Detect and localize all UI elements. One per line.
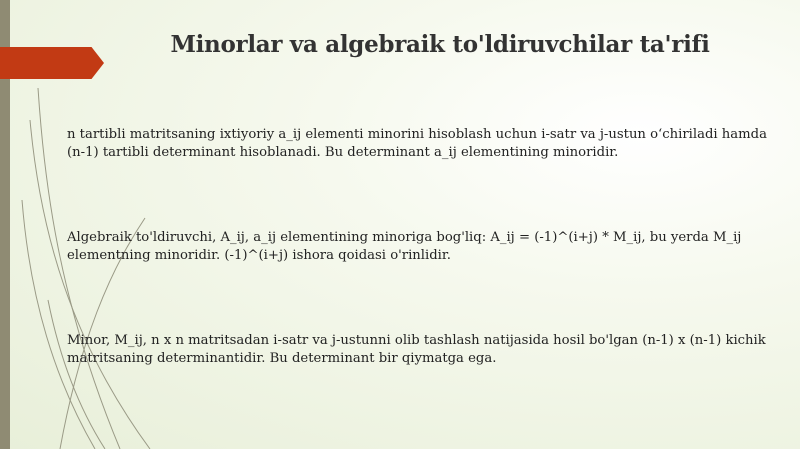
- title-accent-arrow: [0, 47, 104, 79]
- paragraph-minor-computation: n tartibli matritsaning ixtiyoriy a_ij elementi minorini hisoblash uchun i-satr va j-ustun o‘chiriladi hamda (n-1) tartibli determinant hisoblanadi. Bu determinant a_ij elementining minoridir.: [67, 127, 767, 160]
- paragraph-cofactor-definition: Algebraik to'ldiruvchi, A_ij, a_ij elementining minoriga bog'liq: A_ij = (-1)^(i+j) * M_ij, bu yerda M_ij elementning minoridir. (-1)^(i+j) ishora qoidasi o'rinlidir.: [67, 230, 742, 263]
- grass-stroke: [48, 300, 105, 449]
- paragraph-minor-definition: Minor, M_ij, n x n matritsadan i-satr va j-ustunni olib tashlash natijasida hosil bo'lgan (n-1) x (n-1) kichik matritsaning determinantidir. Bu determinant bir qiymatga ega.: [67, 333, 766, 366]
- slide-title: Minorlar va algebraik to'ldiruvchilar ta'rifi: [170, 31, 710, 58]
- grass-stroke: [30, 120, 150, 449]
